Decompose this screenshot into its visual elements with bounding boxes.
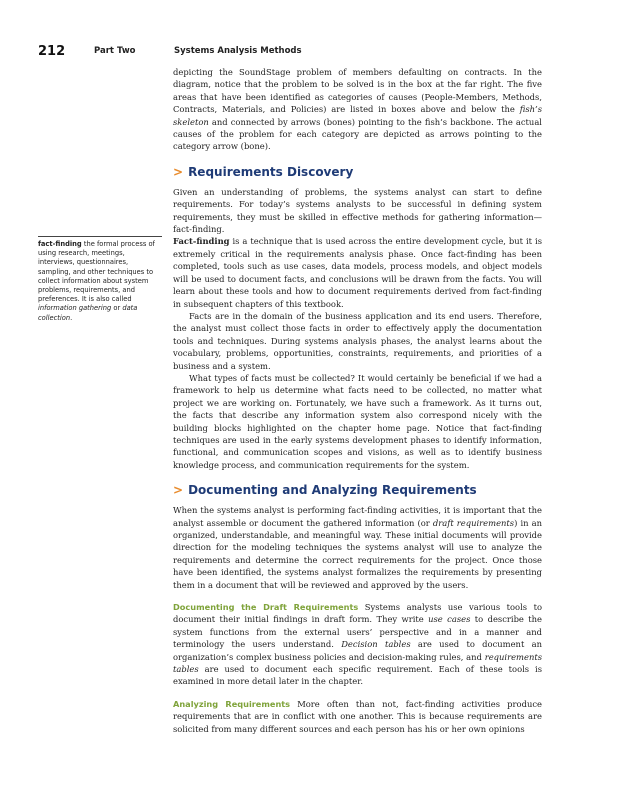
page-number: 212 (38, 44, 66, 59)
intro-paragraph: depicting the SoundStage problem of members defaulting on contracts. In the diagram, notice that the problem to be solved is in the box at the far right. The five areas that have been identified as categories of causes (People-Members, Methods, Contracts, Materials, and Policies) are listed in boxes above and below the fish’s skeleton and connected by arrows (bones) pointing to the fish’s backbone. The actual causes of the problem for each category are depicted as arrows pointing to the category arrow (bone). (173, 67, 542, 152)
subheading-documenting-draft: Documenting the Draft Requirements (173, 602, 359, 613)
subheading-analyzing-requirements: Analyzing Requirements (173, 698, 291, 709)
paragraph: When the systems analyst is performing fact-finding activities, it is important that the analyst assemble or document the gathered information (or draft requirements) in an organized, understandable, and meaningful way. These initial documents will provide direction for the modeling techniques the systems analyst will use to analyze the requirements and determine the correct requirements for the project. Once those have been identified, the systems analyst formalizes the requirements by presenting them in a document that will be reviewed and approved by the users. (173, 505, 542, 590)
paragraph: Analyzing Requirements More often than not, fact-finding activities produce requirements that are in conflict with one another. This is because requirements are solicited from many different sources and each person has his or her own opinions (173, 698, 542, 734)
glossary-definition: fact-finding the formal process of using research, meetings, interviews, questionnaires, sampling, and other techniques to collect information about system problems, requirements, and preferences. It is also called information gathering or data collection. (38, 240, 155, 322)
heading-arrow-icon: > (173, 483, 184, 498)
paragraph: Documenting the Draft Requirements Systems analysts use various tools to document their initial findings in draft form. They write use cases to describe the system functions from the external users’ perspective and in a manner and terminology the users understand. Decision tables are used to document an organization’s complex business policies and decision-making rules, and requirements tables are used to document each specific requirement. Each of these tools is examined in more detail later in the chapter. (173, 602, 542, 687)
glossary-sidebar (38, 236, 162, 323)
paragraph: What types of facts must be collected? It would certainly be beneficial if we had a framework to help us determine what facts need to be collected, no matter what project we are working on. Fortunately, we have such a framework. As it turns out, the facts that describe any information system also correspond nicely with the building blocks highlighted on the chapter home page. Notice that fact-finding techniques are used in the early systems development phases to identify information, functional, and communication scopes and visions, as well as to identify business knowledge process, and communication requirements for the system. (173, 372, 542, 470)
chapter-label: Systems Analysis Methods (174, 46, 302, 56)
part-label: Part Two (94, 46, 136, 56)
section-heading-documenting-requirements: > Documenting and Analyzing Requirements (173, 483, 477, 498)
paragraph: Fact-finding is a technique that is used across the entire development cycle, but it is extremely critical in the requirements analysis phase. Once fact-finding has been completed, tools such as use cases, data models, process models, and object models will be used to document facts, and conclusions will be drawn from the facts. You will learn about these tools and how to document requirements derived from fact-finding in subsequent chapters of this textbook. (173, 236, 542, 309)
section-heading-requirements-discovery: > Requirements Discovery (173, 164, 354, 179)
paragraph: Facts are in the domain of the business application and its end users. Therefore, the analyst must collect those facts in order to effectively apply the documentation tools and techniques. During systems analysis phases, the analyst learns about the vocabulary, problems, opportunities, constraints, requirements, and priorities of a business and a system. (173, 310, 542, 371)
paragraph: Given an understanding of problems, the systems analyst can start to define requirements. For today’s systems analysts to be successful in defining system requirements, they must be skilled in effective methods for gathering information—fact-finding. (173, 186, 542, 235)
heading-arrow-icon: > (173, 164, 184, 179)
main-column (173, 66, 542, 735)
page-header (38, 44, 598, 62)
